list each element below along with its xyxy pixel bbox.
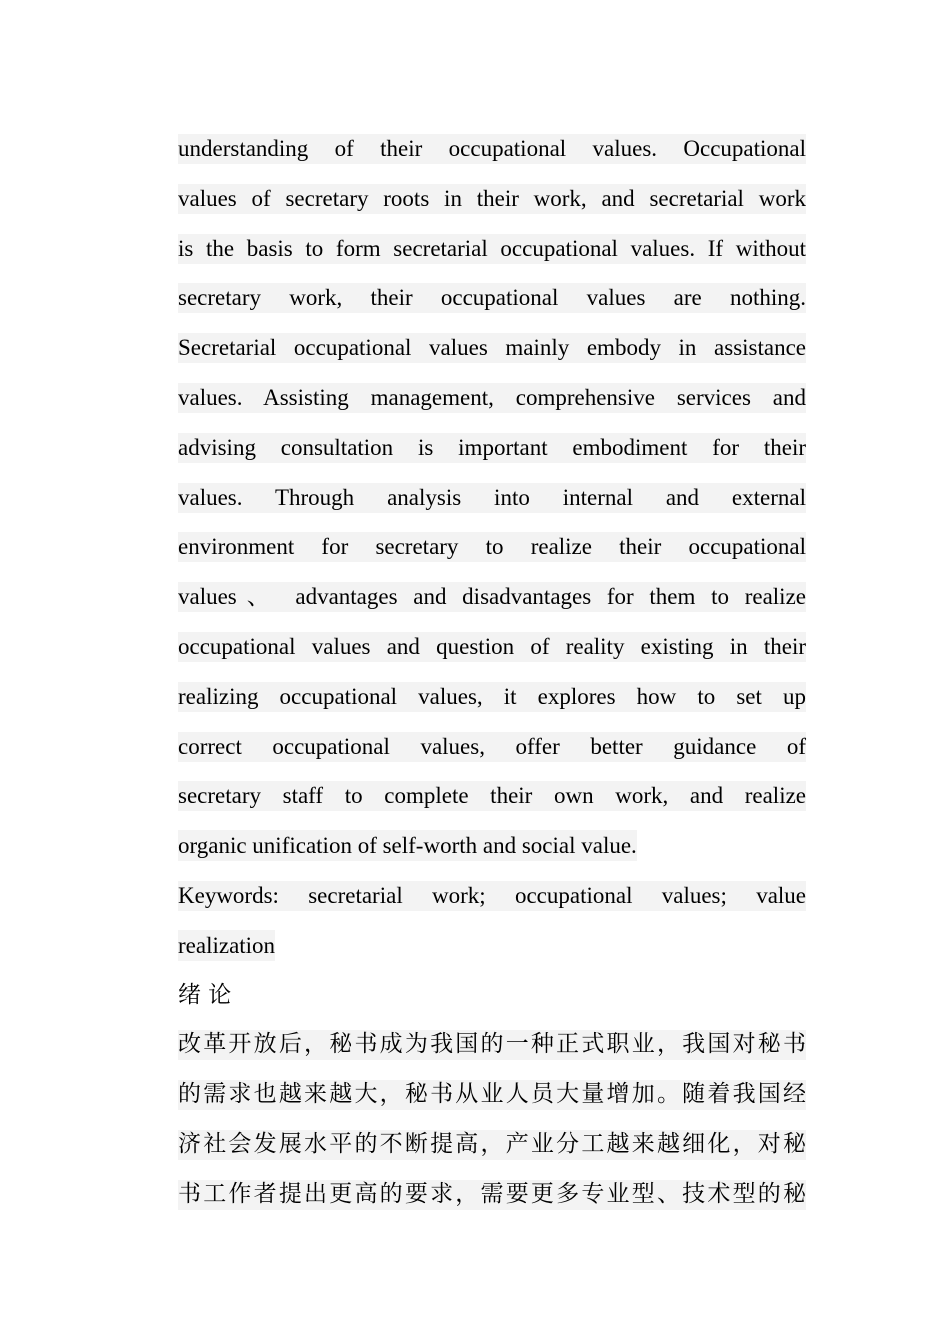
abstract-line-last bbox=[178, 821, 806, 871]
abstract-line: values、 advantages and disadvantages for them to realize bbox=[178, 572, 806, 622]
abstract-line: Secretarial occupational values mainly embody in assistance bbox=[178, 323, 806, 373]
abstract-line: occupational values and question of reality existing in their bbox=[178, 622, 806, 672]
intro-heading-text: 绪 论 bbox=[178, 981, 232, 1008]
keywords-paragraph bbox=[178, 871, 806, 971]
abstract-line: understanding of their occupational values. Occupational bbox=[178, 124, 806, 174]
abstract-paragraph bbox=[178, 124, 806, 871]
abstract-line: secretary work, their occupational values are nothing. bbox=[178, 273, 806, 323]
intro-line: 书工作者提出更高的要求，需要更多专业型、技术型的秘 bbox=[178, 1170, 806, 1220]
intro-heading bbox=[178, 971, 806, 1021]
document-body bbox=[178, 124, 806, 1220]
keywords-line-last-text: realization bbox=[178, 930, 275, 961]
abstract-line: values of secretary roots in their work, and secretarial work bbox=[178, 174, 806, 224]
keywords-line-last bbox=[178, 921, 806, 971]
abstract-line-last-text: organic unification of self-worth and social value. bbox=[178, 830, 637, 861]
intro-paragraph bbox=[178, 1020, 806, 1219]
abstract-line: realizing occupational values, it explores how to set up bbox=[178, 672, 806, 722]
intro-line: 改革开放后，秘书成为我国的一种正式职业，我国对秘书 bbox=[178, 1020, 806, 1070]
abstract-line: secretary staff to complete their own work, and realize bbox=[178, 771, 806, 821]
abstract-line: correct occupational values, offer better guidance of bbox=[178, 722, 806, 772]
keywords-line: Keywords: secretarial work; occupational values; value bbox=[178, 871, 806, 921]
intro-line: 济社会发展水平的不断提高，产业分工越来越细化，对秘 bbox=[178, 1120, 806, 1170]
abstract-line: environment for secretary to realize their occupational bbox=[178, 522, 806, 572]
intro-line: 的需求也越来越大，秘书从业人员大量增加。随着我国经 bbox=[178, 1070, 806, 1120]
abstract-line: values. Assisting management, comprehensive services and bbox=[178, 373, 806, 423]
abstract-line: is the basis to form secretarial occupational values. If without bbox=[178, 224, 806, 274]
abstract-line: values. Through analysis into internal and external bbox=[178, 473, 806, 523]
abstract-line: advising consultation is important embodiment for their bbox=[178, 423, 806, 473]
